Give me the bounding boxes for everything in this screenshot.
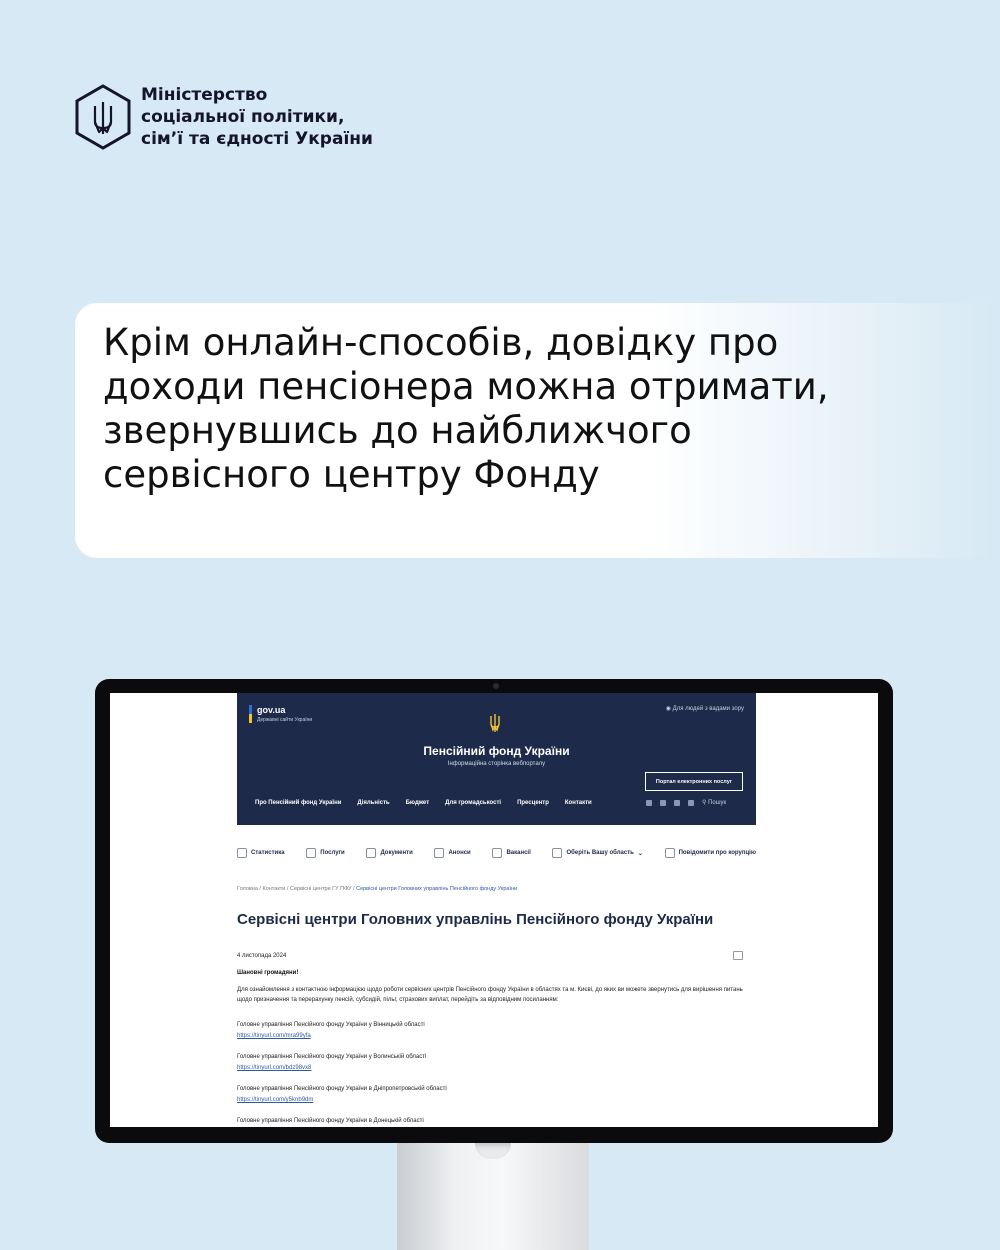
publication-date: 4 листопада 2024 [237, 953, 287, 959]
monitor [95, 679, 893, 1143]
gov-subtitle: Державні сайти України [257, 717, 313, 723]
vision-impaired-link[interactable] [666, 705, 744, 712]
ministry-name-line: сім’ї та єдності України [141, 129, 373, 149]
ministry-name-line: Міністерство [141, 85, 268, 105]
nav-item-contacts[interactable]: Контакти [564, 800, 592, 806]
breadcrumb-item-service-centers[interactable]: Сервісні центри ГУ ПФУ [289, 886, 352, 892]
site-header [237, 693, 756, 825]
page-title: Сервісні центри Головних управлінь Пенсійного фонду України [237, 911, 714, 928]
headline-line: сервісного центру Фонду [103, 453, 600, 496]
greeting: Шановні громадяни! [237, 970, 299, 976]
quick-link-announcements[interactable] [434, 848, 470, 858]
vision-link-label: Для людей з вадами зору [672, 706, 744, 712]
quick-link-documents[interactable] [366, 848, 412, 858]
breadcrumb-item-current: Сервісні центри Головних управлінь Пенсійного фонду України [356, 886, 518, 892]
nav-item-about[interactable]: Про Пенсійний фонд України [255, 800, 342, 806]
quick-link-label: Документи [380, 850, 413, 856]
services-icon [306, 848, 316, 858]
ministry-header [75, 84, 373, 150]
nav-item-press[interactable]: Пресцентр [517, 800, 549, 806]
headline-line: звернувшись до найближчого [103, 409, 692, 452]
site-nav [255, 800, 608, 806]
headline [103, 321, 903, 497]
ukraine-trident-logo-icon [75, 84, 131, 150]
ministry-name [141, 84, 373, 150]
youtube-icon[interactable] [674, 800, 680, 806]
headline-line: Крім онлайн-способів, довідку про [103, 321, 779, 364]
quick-link-label: Оберіть Вашу область [566, 850, 634, 856]
facebook-icon[interactable] [646, 800, 652, 806]
fund-title: Пенсійний фонд України [423, 744, 570, 758]
breadcrumb-item-home[interactable]: Головна [237, 886, 258, 892]
search-label: Пошук [708, 800, 727, 806]
monitor-screen [110, 693, 878, 1127]
search-icon: ⚲ [702, 800, 707, 806]
quick-link-label: Анонси [448, 850, 471, 856]
quick-link-label: Статистика [251, 850, 285, 856]
nav-item-activity[interactable]: Діяльність [357, 800, 390, 806]
region-link[interactable]: https://tinyurl.com/y5knb9dm [237, 1097, 314, 1103]
statistics-icon [237, 848, 247, 858]
telegram-icon[interactable] [688, 800, 694, 806]
ministry-name-line: соціальної політики, [141, 107, 345, 127]
nav-tools [646, 799, 726, 806]
chevron-down-icon: ⌄ [637, 850, 643, 857]
camera-icon [493, 683, 499, 689]
ukraine-flag-icon [249, 705, 252, 723]
quick-link-label: Вакансії [506, 850, 531, 856]
quick-link-statistics[interactable] [237, 848, 285, 858]
quick-link-vacancies[interactable] [492, 848, 530, 858]
nav-item-budget[interactable]: Бюджет [405, 800, 430, 806]
breadcrumb-item-contacts[interactable]: Контакти [262, 886, 286, 892]
quick-link-label: Повідомити про корупцію [678, 850, 756, 856]
briefcase-icon [492, 848, 502, 858]
breadcrumb: Головна / Контакти / Сервісні центри ГУ ПФУ / Сервісні центри Головних управлінь Пенсійного фонду України [237, 886, 518, 892]
quick-link-services[interactable] [306, 848, 345, 858]
report-icon [665, 848, 675, 858]
intro-text: Для ознайомлення з контактною інформацією щодо роботи сервісних центрів Пенсійного фонду України в областях та м. Києві, до яких ви можете звернутись для вирішення питань щодо призначення та перерахунку пенсій, субсидій, пільг, страхових виплат, перейдіть за відповідним посиланням: [237, 987, 743, 1003]
quick-link-label: Послуги [320, 850, 345, 856]
quick-link-corruption[interactable] [665, 848, 756, 858]
headline-line: доходи пенсіонера можна отримати, [103, 365, 829, 408]
region-name: Головне управління Пенсійного фонду України у Вінницькій області [237, 1022, 425, 1028]
bell-icon [434, 848, 444, 858]
location-pin-icon [552, 848, 562, 858]
headline-card [75, 303, 1000, 558]
search-button[interactable] [702, 799, 726, 806]
region-link[interactable]: https://tinyurl.com/bdz98vx8 [237, 1065, 312, 1071]
nav-item-public[interactable]: Для громадськості [445, 800, 502, 806]
quick-links [237, 848, 756, 858]
govua-logo[interactable] [249, 705, 312, 723]
portal-button[interactable]: Портал електронних послуг [645, 772, 743, 791]
region-link[interactable]: https://tinyurl.com/mra99yfa [237, 1033, 311, 1039]
twitter-icon[interactable] [660, 800, 666, 806]
region-name: Головне управління Пенсійного фонду України в Дніпропетровській області [237, 1086, 447, 1092]
fund-subtitle: Інформаційна сторінка вебпорталу [447, 761, 546, 767]
gov-title: gov.ua [257, 705, 286, 715]
documents-icon [366, 848, 376, 858]
trident-icon [488, 713, 502, 733]
region-select[interactable] [552, 848, 642, 858]
region-name: Головне управління Пенсійного фонду України в Донецькій області [237, 1118, 424, 1124]
print-icon[interactable] [733, 951, 743, 960]
eye-icon: ◉ [665, 706, 671, 712]
region-name: Головне управління Пенсійного фонду України у Волинській області [237, 1054, 427, 1060]
